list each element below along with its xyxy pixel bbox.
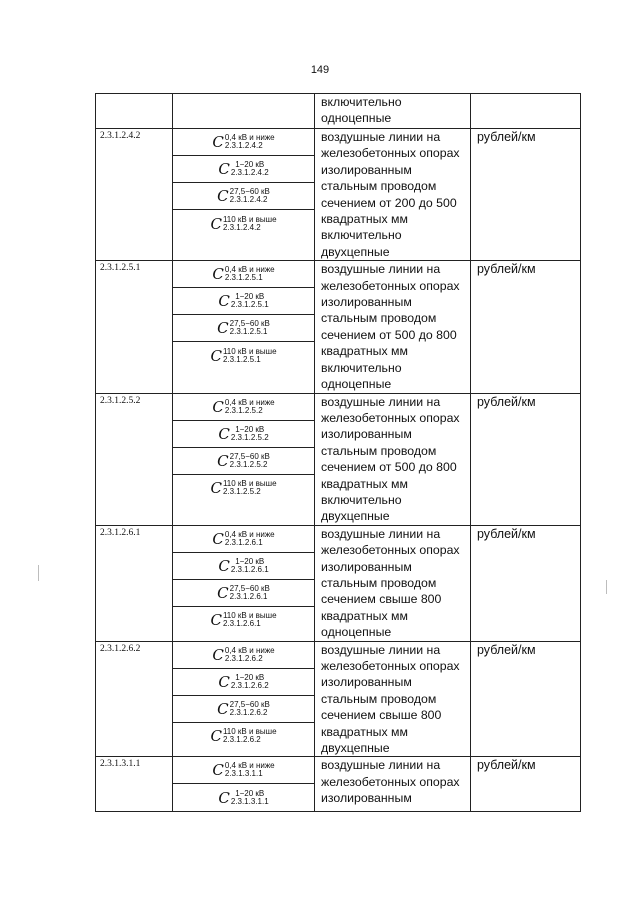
rate-base: C: [218, 160, 230, 178]
rate-formula: [217, 584, 270, 602]
rate-base: C: [218, 672, 230, 691]
rate-symbol: [173, 475, 314, 502]
rate-formula: [212, 761, 274, 779]
unit-cell: рублей/км: [471, 261, 581, 393]
scan-artifact-left: [38, 565, 39, 581]
rate-base: C: [217, 187, 229, 205]
rate-base: C: [212, 133, 224, 151]
rate-index: 2.3.1.2.6.1: [229, 591, 268, 601]
unit-cell: рублей/км: [471, 129, 581, 261]
voltage-class: 0,4 кВ и ниже: [224, 529, 275, 539]
rate-base: C: [218, 292, 230, 311]
voltage-class: 1−20 кВ: [235, 424, 265, 434]
voltage-class: 110 кВ и выше: [222, 346, 277, 356]
rate-symbol: [173, 669, 314, 696]
rate-base: C: [210, 611, 222, 630]
voltage-class: 0,4 кВ и ниже: [224, 133, 275, 142]
table-row: [96, 641, 581, 757]
rate-formula: [217, 452, 270, 470]
code-cell: 2.3.1.3.1.1: [96, 757, 173, 812]
rate-index: 2.3.1.2.6.2: [224, 653, 263, 663]
description-cell: воздушные линии на железобетонных опорах изолированным: [315, 757, 471, 812]
rate-index: 2.3.1.2.5.2: [224, 405, 263, 415]
rate-formula: [212, 530, 274, 548]
table-row: [96, 129, 581, 261]
description-cell: воздушные линии на железобетонных опорах изолированным стальным проводом сечением свыше 800 квадратных мм двухцепные: [315, 641, 471, 757]
rate-symbol: [173, 183, 314, 210]
rate-formula: [218, 160, 268, 178]
rate-symbol: [173, 642, 314, 669]
rate-formula: [212, 265, 274, 283]
table-row: [96, 525, 581, 641]
rate-base: C: [210, 727, 222, 746]
rate-index: 2.3.1.2.5.1: [222, 354, 261, 364]
voltage-class: 0,4 кВ и ниже: [224, 265, 275, 275]
description-cell: воздушные линии на железобетонных опорах изолированным стальным проводом сечением от 500 до 800 квадратных мм включительно двухцепные: [315, 393, 471, 525]
voltage-class: 27,5−60 кВ: [229, 187, 270, 196]
rate-index: 2.3.1.2.5.2: [230, 432, 269, 442]
symbol-cell: [173, 757, 315, 812]
rate-index: 2.3.1.2.6.1: [230, 564, 269, 574]
rate-formula: [210, 479, 276, 497]
rate-base: C: [212, 265, 224, 284]
description-cell: включительно одноцепные: [315, 94, 471, 129]
rate-symbol: [173, 421, 314, 448]
rate-symbol: [173, 553, 314, 580]
rate-base: C: [210, 479, 222, 497]
code-cell: 2.3.1.2.4.2: [96, 129, 173, 261]
symbol-cell: [173, 261, 315, 393]
unit-cell: рублей/км: [471, 525, 581, 641]
rate-symbol: [173, 288, 314, 315]
rate-index: 2.3.1.2.5.1: [229, 327, 268, 337]
rate-symbol: [173, 526, 314, 553]
rate-base: C: [217, 583, 229, 602]
voltage-class: 0,4 кВ и ниже: [224, 761, 275, 771]
rate-symbol: [173, 448, 314, 475]
rate-index: 2.3.1.2.5.2: [222, 487, 261, 496]
unit-cell: рублей/км: [471, 393, 581, 525]
rate-formula: [218, 789, 268, 807]
description-cell: воздушные линии на железобетонных опорах изолированным стальным проводом сечением от 200 до 500 квадратных мм включительно двухцепные: [315, 129, 471, 261]
code-cell: 2.3.1.2.6.1: [96, 525, 173, 641]
rate-formula: [212, 133, 274, 151]
voltage-class: 110 кВ и выше: [222, 611, 277, 621]
rate-symbol: [173, 129, 314, 156]
rate-formula: [217, 319, 270, 337]
rate-formula: [210, 215, 276, 233]
symbol-cell: [173, 393, 315, 525]
table-row-continuation: [96, 94, 581, 129]
voltage-class: 27,5−60 кВ: [229, 699, 270, 709]
page-number: 149: [310, 64, 330, 76]
rate-base: C: [210, 346, 222, 365]
rate-base: C: [217, 319, 229, 338]
code-cell: 2.3.1.2.6.2: [96, 641, 173, 757]
description-cell: воздушные линии на железобетонных опорах изолированным стальным проводом сечением свыше 800 квадратных мм одноцепные: [315, 525, 471, 641]
rate-symbol: [173, 607, 314, 634]
rate-symbol: [173, 580, 314, 607]
rate-index: 2.3.1.2.4.2: [230, 168, 269, 177]
rate-formula: [217, 187, 270, 205]
rate-base: C: [217, 699, 229, 718]
rate-index: 2.3.1.2.6.2: [222, 735, 261, 745]
voltage-class: 110 кВ и выше: [222, 214, 277, 224]
rate-base: C: [218, 788, 230, 807]
voltage-class: 0,4 кВ и ниже: [224, 645, 275, 655]
symbol-cell: [173, 641, 315, 757]
code-cell: [96, 94, 173, 129]
rate-index: 2.3.1.3.1.1: [230, 796, 269, 806]
rate-index: 2.3.1.2.6.2: [229, 707, 268, 717]
voltage-class: 1−20 кВ: [235, 788, 265, 798]
rate-index: 2.3.1.2.4.2: [222, 222, 261, 232]
rate-formula: [218, 557, 268, 575]
rate-formula: [210, 727, 276, 745]
voltage-class: 110 кВ и выше: [222, 479, 277, 488]
rate-base: C: [212, 529, 224, 548]
voltage-class: 0,4 кВ и ниже: [224, 397, 275, 407]
voltage-class: 27,5−60 кВ: [229, 451, 270, 461]
rate-base: C: [210, 214, 222, 233]
rate-symbol: [173, 696, 314, 723]
table-row: [96, 757, 581, 812]
rate-index: 2.3.1.2.6.1: [224, 537, 263, 547]
rate-index: 2.3.1.2.6.1: [222, 619, 261, 629]
rate-index: 2.3.1.2.5.2: [229, 459, 268, 469]
rate-formula: [212, 398, 274, 416]
voltage-class: 27,5−60 кВ: [229, 319, 270, 329]
rate-formula: [210, 347, 276, 365]
unit-cell: рублей/км: [471, 757, 581, 812]
unit-cell: рублей/км: [471, 641, 581, 757]
rate-formula: [210, 611, 276, 629]
rate-symbol: [173, 210, 314, 237]
rate-base: C: [218, 424, 230, 443]
voltage-class: 1−20 кВ: [235, 160, 265, 169]
rate-formula: [218, 673, 268, 691]
symbol-cell: [173, 525, 315, 641]
description-cell: воздушные линии на железобетонных опорах изолированным стальным проводом сечением от 500 до 800 квадратных мм включительно одноцепные: [315, 261, 471, 393]
rate-formula: [217, 700, 270, 718]
rate-index: 2.3.1.2.6.2: [230, 680, 269, 690]
rate-index: 2.3.1.3.1.1: [224, 769, 263, 779]
tariff-table: [95, 93, 581, 812]
rate-symbol: [173, 261, 314, 288]
voltage-class: 1−20 кВ: [235, 292, 265, 302]
scan-artifact-right: [606, 580, 607, 594]
rate-symbol: [173, 315, 314, 342]
rate-base: C: [218, 556, 230, 575]
table-row: [96, 393, 581, 525]
rate-symbol: [173, 342, 314, 369]
rate-formula: [218, 292, 268, 310]
voltage-class: 110 кВ и выше: [222, 727, 277, 737]
rate-formula: [212, 646, 274, 664]
code-cell: 2.3.1.2.5.2: [96, 393, 173, 525]
rate-symbol: [173, 723, 314, 750]
rate-index: 2.3.1.2.4.2: [229, 195, 268, 204]
code-cell: 2.3.1.2.5.1: [96, 261, 173, 393]
voltage-class: 1−20 кВ: [235, 672, 265, 682]
unit-cell: [471, 94, 581, 129]
rate-index: 2.3.1.2.5.1: [230, 300, 269, 310]
voltage-class: 1−20 кВ: [235, 556, 265, 566]
rate-formula: [218, 425, 268, 443]
rate-symbol: [173, 757, 314, 784]
rate-base: C: [212, 645, 224, 664]
rate-base: C: [212, 397, 224, 416]
rate-symbol: [173, 394, 314, 421]
symbol-cell: [173, 129, 315, 261]
table-row: [96, 261, 581, 393]
voltage-class: 27,5−60 кВ: [229, 583, 270, 593]
rate-symbol: [173, 784, 314, 811]
rate-index: 2.3.1.2.5.1: [224, 273, 263, 283]
rate-symbol: [173, 156, 314, 183]
rate-base: C: [217, 451, 229, 470]
rate-base: C: [212, 761, 224, 780]
symbol-cell: [173, 94, 315, 129]
rate-index: 2.3.1.2.4.2: [224, 141, 263, 150]
